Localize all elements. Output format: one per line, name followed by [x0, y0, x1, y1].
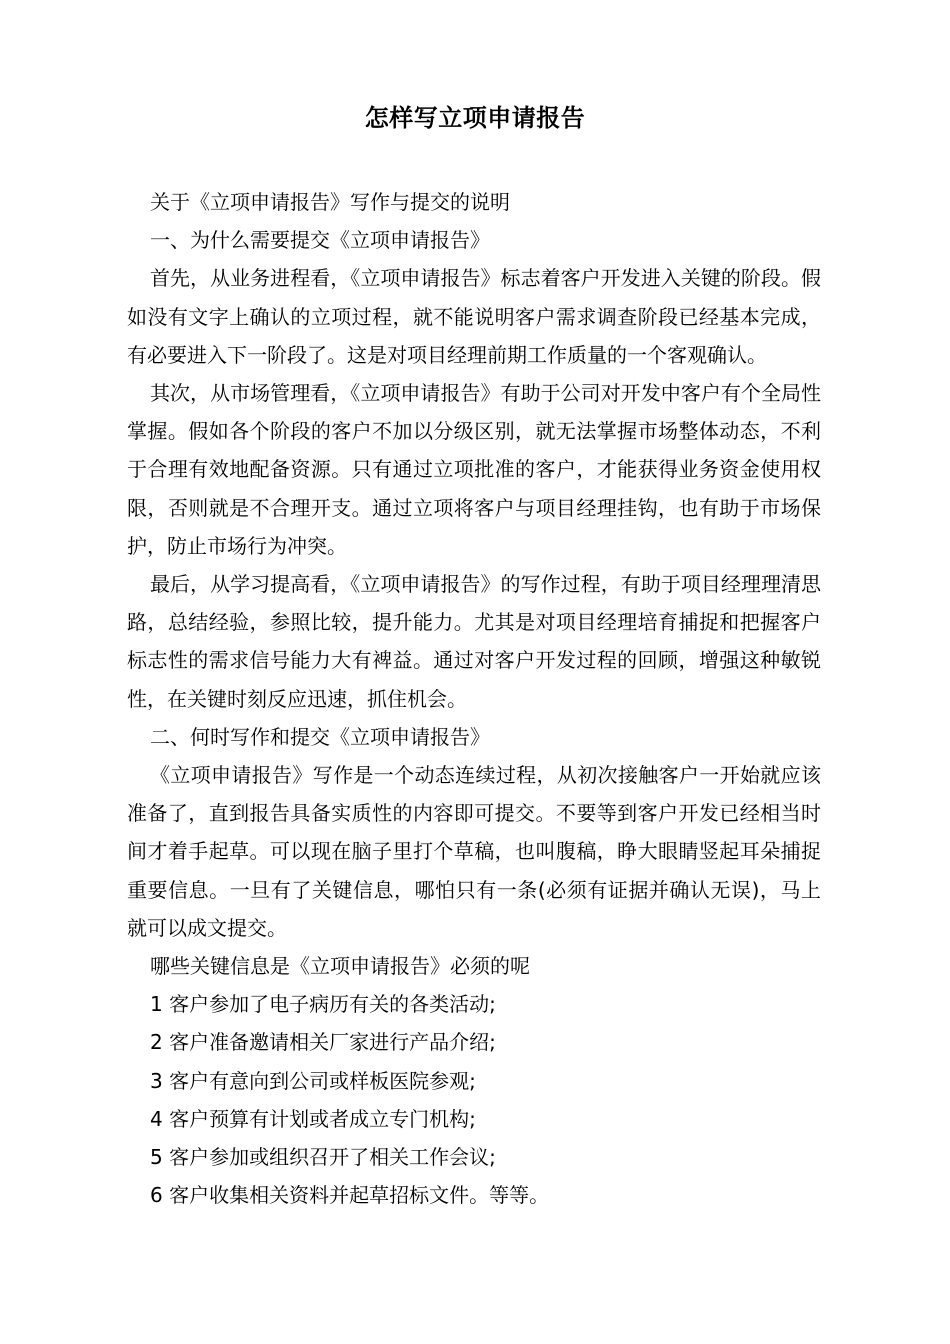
paragraph-first: 首先，从业务进程看，《立项申请报告》标志着客户开发进入关键的阶段。假如没有文字上确认的立项过程，就不能说明客户需求调查阶段已经基本完成，有必要进入下一阶段了。这是对项目经理前期工作质量的一个客观确认。 — [127, 266, 821, 367]
paragraph-writing-process: 《立项申请报告》写作是一个动态连续过程，从初次接触客户一开始就应该准备了，直到报告具备实质性的内容即可提交。不要等到客户开发已经相当时间才着手起草。可以现在脑子里打个草稿，也叫腹稿，睁大眼睛竖起耳朵捕捉重要信息。一旦有了关键信息，哪怕只有一条(必须有证据并确认无误)，马上就可以成文提交。 — [127, 763, 821, 940]
list-item: 5 客户参加或组织召开了相关工作会议; — [150, 1145, 496, 1170]
list-item: 1 客户参加了电子病历有关的各类活动; — [150, 992, 496, 1017]
paragraph-second: 其次，从市场管理看，《立项申请报告》有助于公司对开发中客户有个全局性掌握。假如各个阶段的客户不加以分级区别，就无法掌握市场整体动态，不利于合理有效地配备资源。只有通过立项批准的客户，才能获得业务资金使用权限，否则就是不合理开支。通过立项将客户与项目经理挂钩，也有助于市场保护，防止市场行为冲突。 — [127, 381, 821, 558]
list-item: 3 客户有意向到公司或样板医院参观; — [150, 1068, 476, 1093]
section-heading-when: 二、何时写作和提交《立项申请报告》 — [150, 724, 490, 749]
document-title: 怎样写立项申请报告 — [364, 104, 586, 132]
document-body — [127, 183, 821, 1214]
list-item: 2 客户准备邀请相关厂家进行产品介绍; — [150, 1030, 496, 1055]
key-info-question: 哪些关键信息是《立项申请报告》必须的呢 — [150, 954, 530, 979]
list-item: 4 客户预算有计划或者成立专门机构; — [150, 1106, 476, 1131]
intro-line: 关于《立项申请报告》写作与提交的说明 — [150, 190, 510, 214]
paragraph-last: 最后，从学习提高看，《立项申请报告》的写作过程，有助于项目经理理清思路，总结经验，参照比较，提升能力。尤其是对项目经理培育捕捉和把握客户标志性的需求信号能力大有裨益。通过对客户开发过程的回顾，增强这种敏锐性，在关键时刻反应迅速，抓住机会。 — [127, 572, 821, 711]
section-heading-why: 一、为什么需要提交《立项申请报告》 — [150, 228, 490, 253]
list-item: 6 客户收集相关资料并起草招标文件。等等。 — [150, 1183, 550, 1208]
